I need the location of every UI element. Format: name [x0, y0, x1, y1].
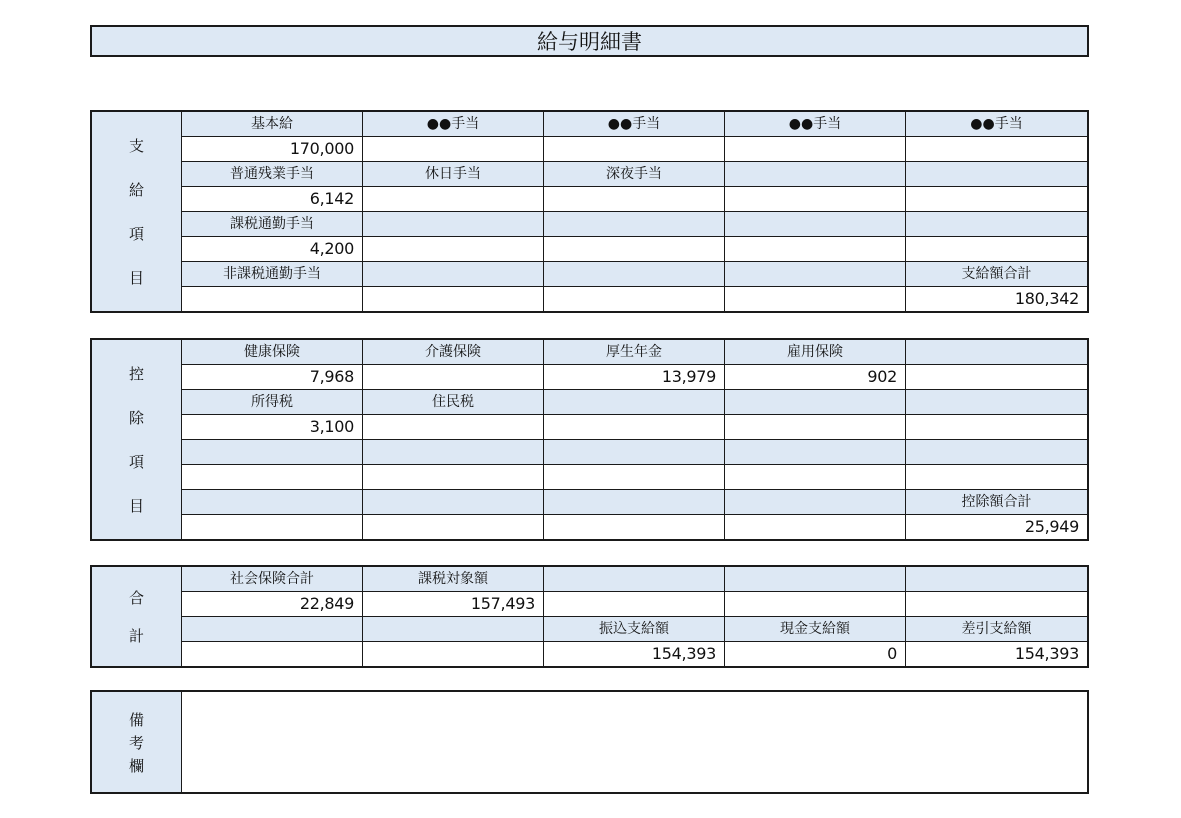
item-label-cell: [725, 212, 906, 237]
item-label-cell: [906, 162, 1087, 187]
totals-grid: [182, 567, 1087, 666]
item-label-cell: ●●手当: [544, 112, 725, 137]
item-value-cell[interactable]: 25,949: [906, 515, 1087, 539]
item-label-cell: [725, 567, 906, 592]
item-value-cell[interactable]: [906, 237, 1087, 262]
side-char: 控: [128, 365, 144, 384]
item-value-cell[interactable]: [906, 187, 1087, 212]
item-value-cell[interactable]: [906, 137, 1087, 162]
item-value-cell[interactable]: [544, 237, 725, 262]
item-label-cell: 現金支給額: [725, 617, 906, 642]
item-value-cell[interactable]: [725, 465, 906, 490]
side-char: 項: [128, 224, 144, 243]
item-label-cell: 雇用保険: [725, 340, 906, 365]
item-label-cell: [725, 262, 906, 287]
remarks-side-label: [92, 692, 182, 792]
item-label-cell: [906, 440, 1087, 465]
side-char: 備: [128, 710, 144, 729]
item-label-cell: [363, 490, 544, 515]
item-label-cell: [906, 212, 1087, 237]
item-value-cell[interactable]: 22,849: [182, 592, 363, 617]
side-char: 考: [128, 733, 144, 752]
item-label-cell: [182, 617, 363, 642]
item-label-cell: 所得税: [182, 390, 363, 415]
item-label-cell: 厚生年金: [544, 340, 725, 365]
side-char: 項: [128, 452, 144, 471]
item-label-cell: 控除額合計: [906, 490, 1087, 515]
item-label-cell: [725, 490, 906, 515]
side-char: 除: [128, 409, 144, 428]
item-value-cell[interactable]: 7,968: [182, 365, 363, 390]
side-char: 給: [128, 181, 144, 200]
deductions-grid: [182, 340, 1087, 539]
item-label-cell: [363, 617, 544, 642]
deductions-side-label: [92, 340, 182, 539]
item-value-cell[interactable]: 0: [725, 642, 906, 666]
item-label-cell: [906, 567, 1087, 592]
totals-side-label: [92, 567, 182, 666]
payments-section: [90, 110, 1089, 313]
payments-side-label: [92, 112, 182, 311]
item-label-cell: 社会保険合計: [182, 567, 363, 592]
item-label-cell: [906, 390, 1087, 415]
deductions-section: [90, 338, 1089, 541]
side-char: 目: [128, 496, 144, 515]
item-value-cell[interactable]: 157,493: [363, 592, 544, 617]
document-title: 給与明細書: [90, 25, 1089, 57]
item-label-cell: [725, 390, 906, 415]
item-label-cell: [906, 340, 1087, 365]
item-value-cell[interactable]: [363, 415, 544, 440]
item-value-cell[interactable]: [363, 465, 544, 490]
item-value-cell[interactable]: [544, 415, 725, 440]
item-label-cell: 課税対象額: [363, 567, 544, 592]
item-label-cell: ●●手当: [363, 112, 544, 137]
item-label-cell: [182, 490, 363, 515]
item-value-cell[interactable]: [725, 187, 906, 212]
item-value-cell[interactable]: [544, 137, 725, 162]
item-value-cell[interactable]: [906, 415, 1087, 440]
item-value-cell[interactable]: [182, 515, 363, 539]
item-value-cell[interactable]: 180,342: [906, 287, 1087, 311]
item-value-cell[interactable]: 170,000: [182, 137, 363, 162]
item-label-cell: 振込支給額: [544, 617, 725, 642]
item-value-cell[interactable]: [182, 465, 363, 490]
item-value-cell[interactable]: [725, 237, 906, 262]
item-value-cell[interactable]: [544, 187, 725, 212]
item-value-cell[interactable]: [182, 287, 363, 311]
totals-section: [90, 565, 1089, 668]
item-value-cell[interactable]: 154,393: [906, 642, 1087, 666]
item-label-cell: [544, 490, 725, 515]
item-value-cell[interactable]: [906, 465, 1087, 490]
item-value-cell[interactable]: 3,100: [182, 415, 363, 440]
item-label-cell: [544, 212, 725, 237]
item-value-cell[interactable]: [544, 465, 725, 490]
item-label-cell: [363, 262, 544, 287]
payments-grid: [182, 112, 1087, 311]
item-label-cell: 介護保険: [363, 340, 544, 365]
item-value-cell[interactable]: [544, 592, 725, 617]
item-value-cell[interactable]: [906, 365, 1087, 390]
item-value-cell[interactable]: [906, 592, 1087, 617]
item-label-cell: [725, 162, 906, 187]
remarks-section: [90, 690, 1089, 794]
item-label-cell: ●●手当: [906, 112, 1087, 137]
side-char: 合: [128, 589, 144, 608]
item-value-cell[interactable]: [725, 415, 906, 440]
item-label-cell: [544, 440, 725, 465]
item-label-cell: 普通残業手当: [182, 162, 363, 187]
item-label-cell: [544, 390, 725, 415]
side-char: 計: [128, 626, 144, 645]
item-label-cell: 課税通勤手当: [182, 212, 363, 237]
item-label-cell: 非課税通勤手当: [182, 262, 363, 287]
item-value-cell[interactable]: [725, 287, 906, 311]
item-label-cell: 差引支給額: [906, 617, 1087, 642]
item-value-cell[interactable]: [544, 515, 725, 539]
item-value-cell[interactable]: [725, 137, 906, 162]
item-label-cell: [363, 440, 544, 465]
item-value-cell[interactable]: [725, 515, 906, 539]
item-value-cell[interactable]: [363, 187, 544, 212]
item-label-cell: ●●手当: [725, 112, 906, 137]
item-label-cell: 住民税: [363, 390, 544, 415]
item-value-cell[interactable]: [363, 237, 544, 262]
side-char: 目: [128, 268, 144, 287]
item-label-cell: 深夜手当: [544, 162, 725, 187]
item-value-cell[interactable]: [363, 642, 544, 666]
item-value-cell[interactable]: [363, 365, 544, 390]
item-label-cell: 基本給: [182, 112, 363, 137]
item-label-cell: [182, 440, 363, 465]
side-char: 欄: [128, 756, 144, 775]
item-value-cell[interactable]: 154,393: [544, 642, 725, 666]
item-value-cell[interactable]: [363, 137, 544, 162]
item-value-cell[interactable]: [725, 592, 906, 617]
item-value-cell[interactable]: 13,979: [544, 365, 725, 390]
item-label-cell: 支給額合計: [906, 262, 1087, 287]
item-value-cell[interactable]: [182, 642, 363, 666]
side-char: 支: [128, 137, 144, 156]
item-value-cell[interactable]: [544, 287, 725, 311]
item-label-cell: [544, 262, 725, 287]
item-value-cell[interactable]: [363, 287, 544, 311]
item-value-cell[interactable]: 4,200: [182, 237, 363, 262]
item-label-cell: [363, 212, 544, 237]
item-value-cell[interactable]: 6,142: [182, 187, 363, 212]
remarks-field[interactable]: [182, 692, 1087, 792]
item-value-cell[interactable]: 902: [725, 365, 906, 390]
item-label-cell: 健康保険: [182, 340, 363, 365]
item-label-cell: 休日手当: [363, 162, 544, 187]
item-label-cell: [725, 440, 906, 465]
item-label-cell: [544, 567, 725, 592]
item-value-cell[interactable]: [363, 515, 544, 539]
